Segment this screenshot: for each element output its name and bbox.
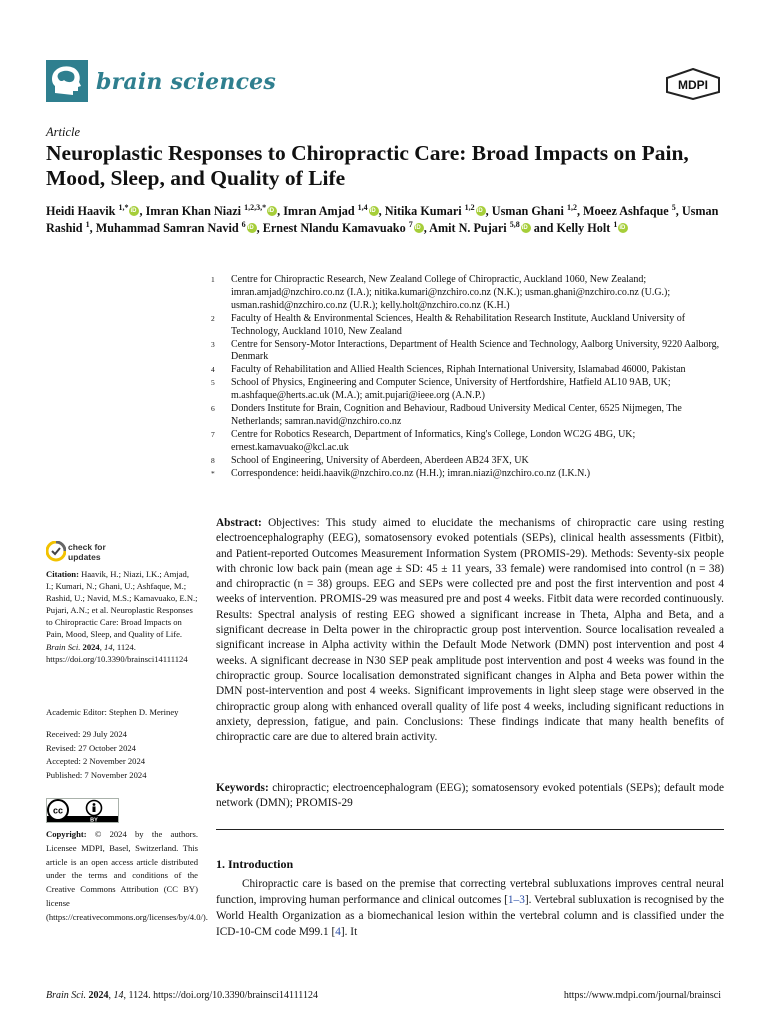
author-affiliation-marker: 1 [85,219,90,229]
affiliation-item [211,403,726,429]
citation-label: Citation: [46,569,79,579]
copyright-text: © 2024 by the authors. Licensee MDPI, Basel, Switzerland. This article is an open access article distributed under the terms and conditions of the Creative Commons Attribution (CC BY) license (https://creativecommons.org/licenses/by/4.0/). [46,829,208,922]
citation-year: 2024 [82,641,100,652]
author-affiliation-marker: 1,2 [566,202,577,212]
author-affiliation-marker: 1,2 [464,202,475,212]
affiliation-item [211,339,726,365]
svg-text:cc: cc [52,805,64,816]
affiliation-text: School of Engineering, University of Aberdeen, Aberdeen AB24 3FX, UK [231,454,529,466]
check-updates-icon [46,541,66,563]
copyright-notice [46,828,208,925]
footer-journal-url[interactable]: https://www.mdpi.com/journal/brainsci [563,990,721,1001]
author-name[interactable]: Usman Rashid [46,204,719,235]
author-list: Heidi Haavik $^{1,*}$iD , Imran Khan Niazi $^{1,2,3,*}$iD , Imran Amjad $^{1,4}$iD , Nitika Kumari $^{1,2}$iD , Usman Ghani $^{1,2}$, Moeez Ashfaque $^5$, Usman Rashid $^1$, Muhammad Samran Navid $^6$iD , Ernest Nlandu Kamavuako $^7$iD , Amit N. Pujari $^{5,8}$iD and Kelly Holt $^1$iD [46,203,736,237]
citation-block: Citation: Haavik, H.; Niazi, I.K.; Amjad, I.; Kumari, N.; Ghani, U.; Ashfaque, M.; Rashid, U.; Navid, M.S.; Kamavuako, E.N.; Pujari, A.N.; et al. Neuroplastic Responses to Chiropractic Care: Broad Impacts on Pain, Mood, Sleep, and Quality of Life. Brain Sci. 2024, 14, 1124. https://doi.org/10.3390/brainsci14111124 [46,569,198,664]
citation-pages[interactable]: , 1124. https://doi.org/10.3390/brainsci14111124 [46,641,188,664]
author-affiliation-marker: 5,8 [509,219,520,229]
author-affiliation-marker: 5 [671,202,676,212]
orcid-icon[interactable] [414,223,424,233]
author-name[interactable]: Amit N. Pujari [429,221,507,235]
mdpi-logo[interactable] [664,68,722,100]
academic-editor: Academic Editor: Stephen D. Meriney [46,707,179,717]
author-name[interactable]: Nitika Kumari [384,204,462,218]
citation-ref[interactable]: 4 [335,926,341,938]
cc-by-license-icon[interactable] [46,798,119,823]
affiliation-number: 5 [211,378,215,388]
affiliation-number: * [211,468,215,478]
article-title: Neuroplastic Responses to Chiropractic Care: Broad Impacts on Pain, Mood, Sleep, and Quality of Life [46,141,689,190]
section-heading-introduction: 1. Introduction [216,857,294,871]
author-name[interactable]: Imran Amjad [283,204,355,218]
copyright-label: Copyright: [46,829,87,839]
affiliations [211,274,726,481]
author-affiliation-marker: 1,2,3,* [244,202,267,212]
orcid-icon[interactable] [521,223,531,233]
author-affiliation-marker: 7 [408,219,413,229]
affiliation-item [211,429,726,455]
date-revised: Revised: 27 October 2024 [46,742,136,753]
author-affiliation-marker: 6 [241,219,246,229]
affiliation-text: Centre for Chiropractic Research, New Zealand College of Chiropractic, Auckland 1060, New Zealand; imran.amjad@nzchiro.co.nz (I.A.); nitika.kumari@nzchiro.co.nz (N.K.); usman.ghani@nzchiro.co.nz (U.G.); usman.rashid@nzchiro.co.nz (U.R.); kelly.holt@nzchiro.co.nz (K.H.) [231,274,671,311]
affiliation-item [211,455,726,468]
affiliation-text: Centre for Robotics Research, Department of Informatics, King's College, London WC2G 4BG, UK; ernest.kamavuako@kcl.ac.uk [231,428,636,453]
affiliation-item [211,274,726,313]
affiliation-text: Centre for Sensory-Motor Interactions, Department of Health Science and Technology, Aalborg University, 9220 Aalborg, Denmark [231,338,720,363]
author-affiliation-marker: 1,4 [357,202,368,212]
citation-journal: Brain Sci. [46,641,81,652]
affiliation-text: Correspondence: heidi.haavik@nzchiro.co.nz (H.H.); imran.niazi@nzchiro.co.nz (I.K.N.) [231,467,591,479]
keywords-text: chiropractic; electroencephalogram (EEG); somatosensory evoked potentials (SEPs); default mode network (DMN); PROMIS-29 [216,782,724,810]
section-divider [216,829,724,830]
keywords-label: Keywords: [216,782,269,794]
affiliation-number: 4 [211,365,215,375]
cc-label: BY [90,817,98,823]
journal-logo [46,60,88,102]
affiliation-number: 1 [211,275,215,284]
orcid-icon[interactable] [129,206,139,216]
affiliation-number: 6 [211,404,215,414]
date-received: Received: 29 July 2024 [46,729,127,739]
author-name[interactable]: Kelly Holt [556,221,611,235]
abstract-label: Abstract: [216,517,262,529]
footer-citation: Brain Sci. 2024, 14, 1124. https://doi.org/10.3390/brainsci14111124 [46,990,318,1001]
check-updates-line2: updates [68,551,101,562]
orcid-icon[interactable] [247,223,257,233]
date-published: Published: 7 November 2024 [46,769,147,780]
date-accepted: Accepted: 2 November 2024 [46,756,146,766]
affiliation-number: 7 [211,429,215,439]
citation-ref[interactable]: 1–3 [507,894,525,906]
affiliation-number: 3 [211,339,215,349]
abstract [216,516,724,745]
publication-dates [46,728,147,782]
author-affiliation-marker: 1,* [118,202,129,212]
affiliation-item [211,468,726,481]
affiliation-text: Faculty of Health & Environmental Sciences, Health & Rehabilitation Research Institute, Auckland University of Technology, Auckland 1010, New Zealand [231,312,686,337]
affiliation-text: Donders Institute for Brain, Cognition and Behaviour, Radboud University Medical Center, 6525 Nijmegen, The Netherlands; samran.navid@nzchiro.co.nz [231,403,682,427]
article-type: Article [46,125,81,139]
introduction-text: Chiropractic care is based on the premise that correcting vertebral subluxations improves central neural function, improving human performance and clinical outcomes [1–3]. Vertebral subluxation is recognised by the World Health Organization as a biomechanical lesion within the vertebral column and is classified under the ICD-10-CM code M99.1 [4]. It [216,878,724,938]
check-for-updates-badge[interactable] [46,541,126,567]
affiliation-text: School of Physics, Engineering and Computer Science, University of Hertfordshire, Hatfield AL10 9AB, UK; m.ashfaque@herts.ac.uk (M.A.); amit.pujari@ieee.org (A.N.P.) [231,377,671,402]
orcid-icon[interactable] [476,206,486,216]
affiliation-text: Faculty of Rehabilitation and Allied Health Sciences, Riphah International University, Islamabad 46000, Pakistan [231,364,686,376]
check-updates-line1: check for [68,542,106,552]
affiliation-number: 8 [211,455,215,465]
author-name[interactable]: Ernest Nlandu Kamavuako [262,221,406,235]
orcid-icon[interactable] [369,206,379,216]
affiliation-item [211,313,726,339]
abstract-text: Objectives: This study aimed to elucidate the mechanisms of chiropractic care using resting electroencephalography (EEG), somatosensory evoked potentials (SEPs), clinical health assessments (Fitbit), and Patient-reported Outcomes Measurement Information System (PROMIS-29). Methods: Seventy-six people with chronic low back pain (mean age ± SD: 45 ± 11 years, 33 female) were randomised into control (n = 38) and chiropractic (n = 38) groups. EEG and SEPs were collected pre and post the first intervention and post 4 weeks of intervention. PROMIS-29 was measured pre and post 4 weeks. Fitbit data were recorded continuously. Results: Spectral analysis of resting EEG showed a significant increase in Theta, Alpha and Beta, and a significant decrease in Delta power in the chiropractic group post intervention. Source localisation revealed a significant increase in Alpha activity within the Default Mode Network (DMN) post intervention and post 4 weeks. A significant decrease in N30 SEP peak amplitude post intervention and post 4 weeks was found in the chiropractic group. Source localisation demonstrated significant changes in Alpha and Beta power within the DMN post-intervention and post 4 weeks. Significant improvements in light sleep stage were observed in the chiropractic group along with enhanced overall quality of life post 4 weeks, including significant reductions in anxiety, depression, fatigue, and pain. Conclusions: These findings indicate that many health benefits of chiropractic care are due to altered brain activity. [216,517,724,744]
affiliation-number: 2 [211,313,215,323]
citation-text: Haavik, H.; Niazi, I.K.; Amjad, I.; Kumari, N.; Ghani, U.; Ashfaque, M.; Rashid, U.; Navid, M.S.; Kamavuako, E.N.; Pujari, A.N.; et al. Neuroplastic Responses to Chiropractic Care: Broad Impacts on Pain, Mood, Sleep, and Quality of Life. [46,569,198,640]
journal-name: brain sciences [96,69,276,95]
affiliation-item [211,364,726,377]
orcid-icon[interactable] [618,223,628,233]
affiliation-item [211,377,726,403]
orcid-icon[interactable] [267,206,277,216]
author-name[interactable]: Usman Ghani [491,204,564,218]
author-name[interactable]: Muhammad Samran Navid [95,221,239,235]
author-affiliation-marker: 1 [613,219,618,229]
author-name[interactable]: Imran Khan Niazi [145,204,242,218]
publisher-name: MDPI [678,78,708,92]
keywords [216,781,724,812]
citation-volume: 14 [104,641,113,652]
author-name[interactable]: Heidi Haavik [46,204,116,218]
author-name[interactable]: Moeez Ashfaque [583,204,669,218]
